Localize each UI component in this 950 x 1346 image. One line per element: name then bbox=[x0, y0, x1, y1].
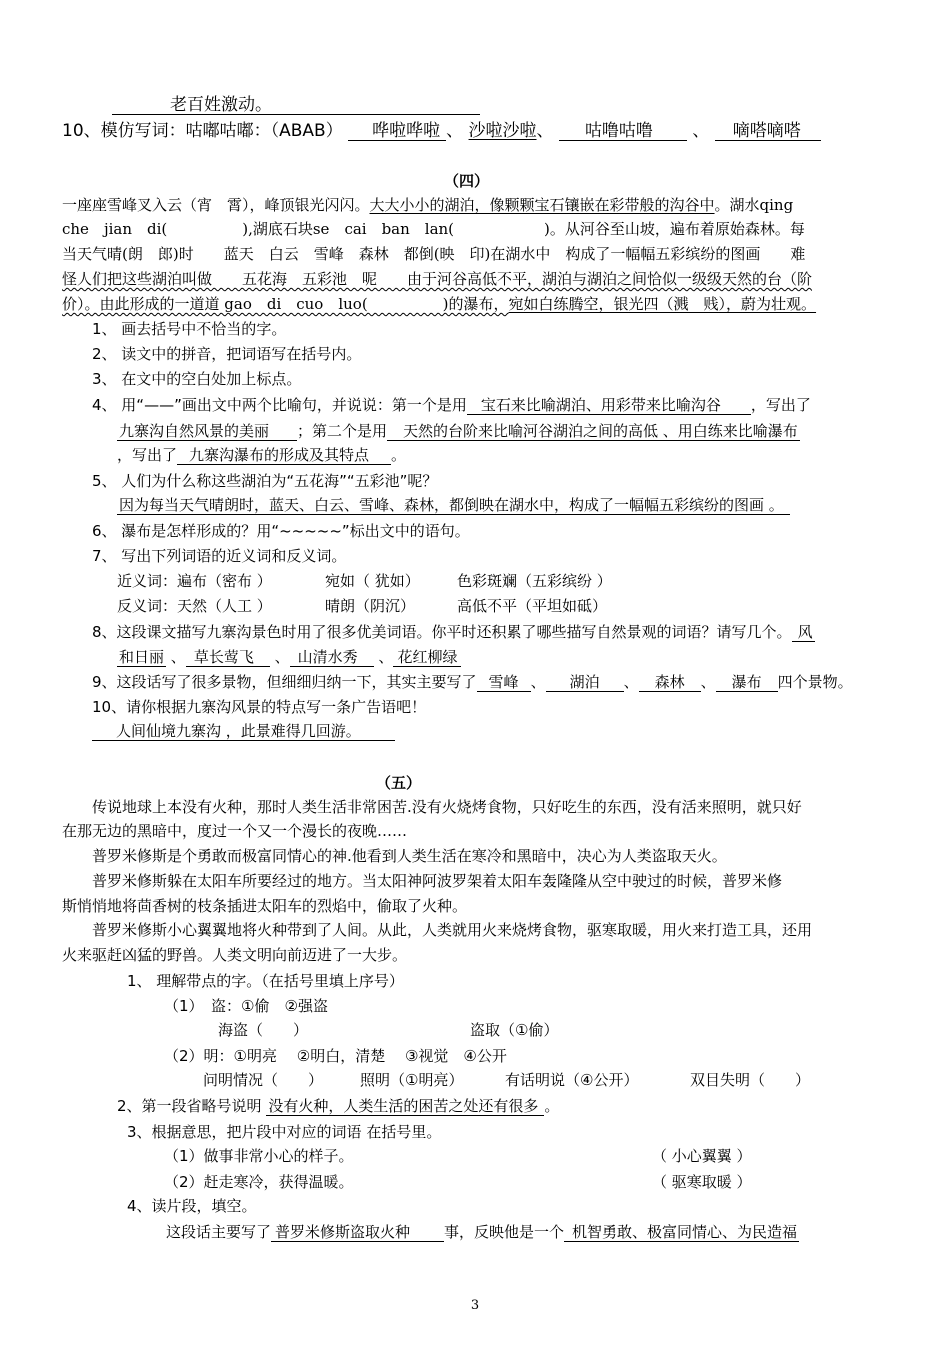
answer-blank: 沙啦沙啦 bbox=[468, 121, 537, 141]
answer-blank: 哗啦哗啦 bbox=[348, 123, 446, 141]
question-8-answers: 和日丽 、 草长莺飞 、 山清水秀 、 花红柳绿 bbox=[117, 648, 461, 667]
answer-blank: 没有火种，人类生活的困苦之处还有很多 bbox=[266, 1098, 544, 1116]
answer-blank: 森林 bbox=[639, 674, 701, 692]
answer-blank: 草长莺飞 bbox=[186, 649, 270, 667]
antonym-row: 反义词：天然（人工 ） 晴朗（阴沉） 高低不平（平坦如砥） bbox=[117, 597, 608, 615]
question-5-3-2-answer: （ 驱寒取暖 ） bbox=[652, 1173, 752, 1191]
question-5-1: 1、 理解带点的字。（在括号里填上序号） bbox=[127, 972, 404, 990]
answer-blank: 和日丽 bbox=[119, 648, 165, 666]
passage-line: 一座座雪峰叉入云（宵 霄），峰顶银光闪闪。大大小小的湖泊，像颗颗宝石镶嵌在彩带般的沟谷中。湖水qing bbox=[62, 196, 794, 214]
passage-line: 火来驱赶凶猛的野兽。人类文明向前迈进了一大步。 bbox=[62, 946, 408, 964]
answer-blank: 普罗米修斯盗取火种 bbox=[271, 1224, 444, 1242]
waterfall-wavy-line: 价）。由此形成的一道道 gao di cuo luo( )的瀑布， bbox=[62, 295, 509, 313]
question-5-4-fill: 这段话主要写了 普罗米修斯盗取火种 事，反映他是一个 机智勇敢、极富同情心、为民造福 bbox=[166, 1223, 798, 1241]
answer-blank: 湖泊 bbox=[546, 674, 624, 692]
top-question-10: 10、模仿写词：咕嘟咕嘟：（ABAB） 哗啦哗啦 、 沙啦沙啦、 咕噜咕噜 、 嘀嗒嘀嗒 bbox=[62, 122, 821, 141]
question-5-1-1: （1） 盗：①偷 ②强盗 bbox=[164, 997, 328, 1015]
question-5-1-1b: 盗取（①偷） bbox=[470, 1021, 559, 1039]
answer-blank: 宝石来比喻湖泊、用彩带来比喻沟谷 bbox=[467, 397, 751, 415]
question-7: 7、 写出下列词语的近义词和反义词。 bbox=[92, 547, 347, 565]
question-5-3-2: （2）赶走寒冷，获得温暖。 bbox=[164, 1173, 354, 1191]
answer-blank: 雪峰 bbox=[477, 674, 531, 692]
answer-blank: 花红柳绿 bbox=[393, 649, 461, 667]
question-5-1-1a: 海盗（ ） bbox=[218, 1021, 309, 1039]
passage-line: 在那无边的黑暗中，度过一个又一个漫长的夜晚…… bbox=[62, 822, 408, 840]
passage-line: 斯悄悄地将茴香树的枝条插进太阳车的烈焰中，偷取了火种。 bbox=[62, 897, 468, 915]
answer-blank: 山清水秀 bbox=[290, 649, 374, 667]
question-10: 10、请你根据九寨沟风景的特点写一条广告语吧！ bbox=[92, 698, 427, 716]
section-title-5: （五） bbox=[376, 774, 422, 792]
passage-line: 传说地球上本没有火种，那时人类生活非常困苦.没有火烧烤食物，只好吃生的东西，没有活来照明，就只好 bbox=[92, 798, 802, 816]
question-6: 6、 瀑布是怎样形成的？用“~~~~~”标出文中的语句。 bbox=[92, 522, 470, 540]
question-5-1-2: （2）明：①明亮 ②明白，清楚 ③视觉 ④公开 bbox=[164, 1047, 507, 1065]
question-text: 10、模仿写词：咕嘟咕嘟：（ABAB） bbox=[62, 121, 343, 141]
answer-blank: 人间仙境九寨沟 ，此景难得几回游。 bbox=[92, 723, 395, 741]
continuation-answer: 老百姓激动。 bbox=[112, 97, 480, 115]
question-1: 1、 画去括号中不恰当的字。 bbox=[92, 320, 287, 338]
answer-blank: 九寨沟瀑布的形成及其特点 bbox=[177, 447, 391, 465]
answer-blank: 九寨沟自然风景的美丽 bbox=[117, 423, 297, 441]
question-5-1-2-row: 问明情况（ ） 照明（①明亮） 有话明说（④公开） 双目失明（ ） bbox=[203, 1071, 811, 1089]
passage-line: 普罗米修斯躲在太阳车所要经过的地方。当太阳神阿波罗架着太阳车轰隆隆从空中驶过的时候，普罗米修 bbox=[92, 872, 783, 890]
question-4-cont: ，写出了 九寨沟瀑布的形成及其特点 。 bbox=[117, 446, 407, 464]
waterfall-wavy-line: 怪人们把这些湖泊叫做 五花海 五彩池 呢 由于河谷高低不平，湖泊与湖泊之间恰似一级级天然的台（阶 bbox=[62, 270, 813, 288]
question-4-cont: 九寨沟自然风景的美丽 ；第二个是用 天然的台阶来比喻河谷湖泊之间的高低 、用白练来比喻瀑布 bbox=[119, 422, 798, 440]
simile-underline: 宛如白练腾空，银光四（溅 贱），蔚为壮观。 bbox=[508, 295, 817, 313]
answer-blank: 咕噜咕噜 bbox=[559, 123, 687, 141]
question-5-3: 3、根据意思，把片段中对应的词语 在括号里。 bbox=[127, 1123, 442, 1141]
question-5: 5、 人们为什么称这些湖泊为“五花海”“五彩池”呢？ bbox=[92, 472, 438, 490]
answer-blank: 因为每当天气晴朗时，蓝天、白云、雪峰、森林，都倒映在湖水中，构成了一幅幅五彩缤纷的图画 。 bbox=[117, 497, 790, 515]
simile-underline: 大大小小的湖泊，像颗颗宝石镶嵌在彩带般的沟谷中 bbox=[369, 196, 715, 214]
passage-line: 当天气晴(朗 郎)时 蓝天 白云 雪峰 森林 都倒(映 印)在湖水中 构成了一幅幅五彩缤纷的图画 难 bbox=[62, 245, 806, 263]
answer-blank: 风 bbox=[792, 624, 815, 642]
synonym-row: 近义词：遍布（密布 ） 宛如（ 犹如） 色彩斑斓（五彩缤纷 ） bbox=[117, 572, 612, 590]
question-5-3-1-answer: （ 小心翼翼 ） bbox=[652, 1147, 752, 1165]
passage-line bbox=[62, 270, 812, 288]
passage-line: che jian di( ),湖底石块se cai ban lan( )。从河谷至山坡，遍布着原始森林。每 bbox=[62, 220, 805, 238]
answer-blank: 嘀嗒嘀嗒 bbox=[715, 123, 821, 141]
question-2: 2、 读文中的拼音，把词语写在括号内。 bbox=[92, 345, 362, 363]
passage-line: 普罗米修斯小心翼翼地将火种带到了人间。从此，人类就用火来烧烤食物，驱寒取暖，用火来打造工具，还用 bbox=[92, 921, 813, 939]
question-10-answer bbox=[92, 722, 395, 741]
question-4: 4、 用“——”画出文中两个比喻句，并说说：第一个是用 宝石来比喻湖泊、用彩带来比喻沟谷 ，写出了 bbox=[92, 396, 811, 414]
question-8: 8、这段课文描写九寨沟景色时用了很多优美词语。你平时还积累了哪些描写自然景观的词语？请写几个。 风 bbox=[92, 623, 813, 641]
question-9: 9、这段话写了很多景物，但细细归纳一下，其实主要写了 雪峰 、 湖泊 、 森林 、 瀑布 四个景物。 bbox=[92, 673, 853, 691]
passage-line: 普罗米修斯是个勇敢而极富同情心的神.他看到人类生活在寒冷和黑暗中，决心为人类盗取天火。 bbox=[92, 847, 727, 865]
answer-blank: 瀑布 bbox=[716, 674, 778, 692]
answer-blank: 机智勇敢、极富同情心、为民造福 bbox=[564, 1224, 799, 1242]
question-5-2: 2、第一段省略号说明 没有火种，人类生活的困苦之处还有很多 。 bbox=[117, 1097, 560, 1115]
answer-blank: 天然的台阶来比喻河谷湖泊之间的高低 、用白练来比喻瀑布 bbox=[387, 423, 800, 441]
continuation-line bbox=[112, 96, 480, 115]
page-number: 3 bbox=[470, 1298, 480, 1313]
question-5-4: 4、读片段，填空。 bbox=[127, 1197, 257, 1215]
question-3: 3、 在文中的空白处加上标点。 bbox=[92, 370, 302, 388]
passage-line bbox=[62, 295, 816, 313]
section-title-4: （四） bbox=[444, 172, 490, 190]
question-5-3-1: （1）做事非常小心的样子。 bbox=[164, 1147, 354, 1165]
question-5-answer bbox=[117, 496, 790, 515]
